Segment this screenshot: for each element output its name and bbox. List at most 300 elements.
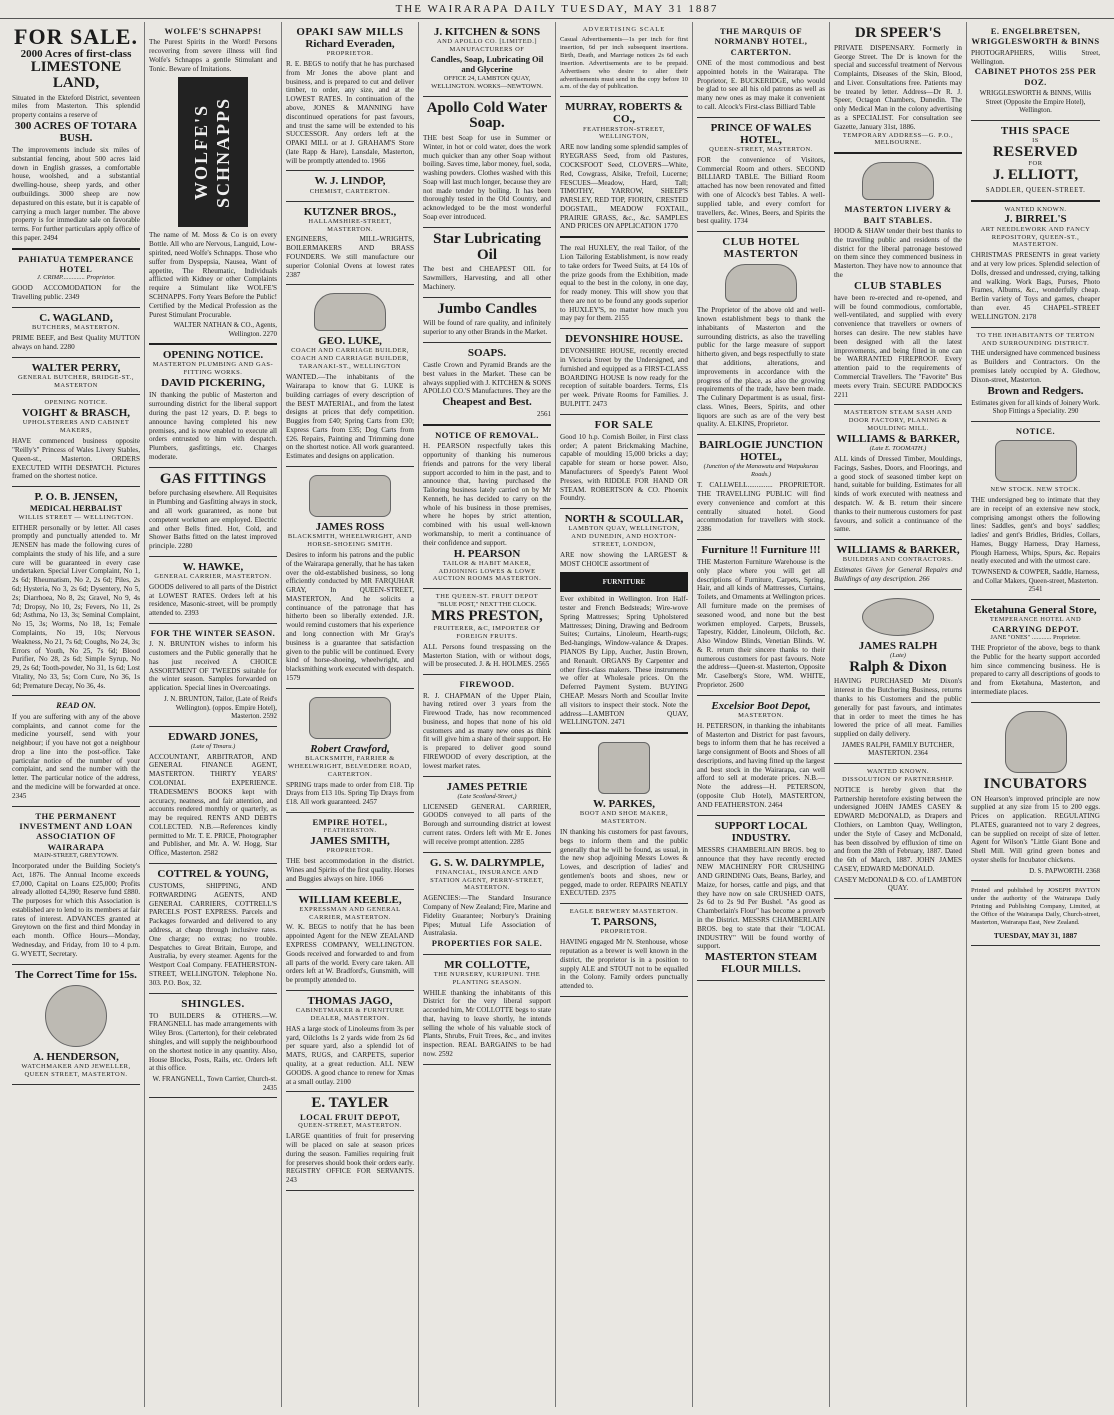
imprint xyxy=(971,881,1100,946)
ad-subhead: PROPRIETOR. xyxy=(600,928,648,936)
ad-body: THE undersigned beg to intimate that they are in receipt of an extensive new stock, comprising amongst others the following lines: Saddles, gent's and boys' saddles; ladies' and gent's Bridles, Bridles, Collars, Hames, Buggy Harness, Dray Harness, Plough Harness, Whips, Spurs, &c. Repairs neatly executed and with the utmost care. xyxy=(971,496,1100,566)
ad-subhead: UPHOLSTERERS AND CABINET MAKERS, xyxy=(22,419,130,435)
ad-excelsior-boot xyxy=(697,696,825,816)
ad-body: DEVONSHIRE HOUSE, recently erected in Victoria Street by the Undersigned, and furnished and equipped as a FIRST-CLASS BOARDING HOUSE Is now ready for the reception of suitable boarders. Terms, £1s per week. Private Rooms for Families. J. BULPITT. 2473 xyxy=(560,347,688,409)
ad-support-local-industry xyxy=(697,816,825,982)
ad-body: GOODS delivered to all parts of the District at LOWEST RATES. Orders left at his residence, Masonic-street, will be promptly attended to. 2393 xyxy=(149,582,277,618)
ad-body: CHRISTMAS PRESENTS in great variety and at very low prices. Splendid selection of Dolls, dressed and undressed, crying, talking and walking. Work Bags, Purses, Photo Frames, Albums, &c., wonderfully cheap. Berlin variety of Toys and games, cheaper than ever. 45 CHAPEL-STREET WELLINGTON. 2178 xyxy=(971,251,1100,321)
ad-headline: ADVERTISING SCALE xyxy=(582,26,666,33)
ad-subhead: CHEMIST, CARTERTON. xyxy=(309,187,391,195)
newspaper-page xyxy=(8,22,1106,1407)
ad-wolfes-schnapps xyxy=(149,22,277,345)
ad-headline: THIS SPACE xyxy=(1000,124,1071,137)
ad-subhead: J. CRIMP.............. Proprietor. xyxy=(37,274,115,282)
ad-subhead: (Late E. TOOMATH.) xyxy=(869,445,927,453)
ad-headline: DR SPEER'S xyxy=(854,25,942,41)
ad-headline: W. PARKES, xyxy=(592,798,656,811)
ad-eketahuna-store xyxy=(971,600,1100,703)
ad-headline: W. HAWKE, xyxy=(182,560,244,573)
ad-subhead: THE NURSERY, KURIPUNI. THE PLANTING SEASON. xyxy=(433,970,541,986)
ad-headline: EMPIRE HOTEL, xyxy=(312,816,388,827)
ad-club-hotel xyxy=(697,232,825,435)
ad-gas-fittings xyxy=(149,468,277,557)
ad-body: HAVE commenced business opposite "Reilly's" Princess of Wales Livery Stables, Queen-st., Masterton. ORDERS EXECUTED WITH DESPATCH. Pictures framed on the shortest notice. xyxy=(12,437,140,481)
ad-subhead: BLACKSMITH, WHEELWRIGHT, AND HORSE-SHOEING SMITH. xyxy=(287,533,413,549)
ad-body: THE undersigned have commenced business as Builders and Contractors. On the premises lately occupied by A. Gledhow, Dixon-street, Masterton. xyxy=(971,349,1100,384)
ad-wagland xyxy=(12,308,140,358)
ad-subhead: EXPRESSMAN AND GENERAL CARRIER, MASTERTON. xyxy=(299,905,401,921)
ad-headline: FOR THE WINTER SEASON. xyxy=(150,628,276,638)
ad-body: R. E. BEGS to notify that he has purchased from Mr Jones the above plant and business, and is prepared to cut and deliver timber, to order, any size, and at the LOWEST RATES. In continuation of the above, JONES & MANNING have discontinued operations for past favours, and trust the same will be extended to his SUCCESSOR. Any orders left at the OPAKI MILL or at J. GRAHAM'S Store (late Rapp & Hare), Lansdale, Masterton, will be promptly attended to. 1966 xyxy=(286,60,414,165)
ad-body: Desires to inform his patrons and the public of the Wairarapa generally, that he has taken over the old-established business, so long efficiently conducted by MR FARQUHAR GRAY, In QUEEN-STREET, MASTERTON, And he solicits a continuance of the patronage that has hitherto been so liberally extended. J.R. would remind customers that his experience and long connection with Mr Gray's business is a guarantee that satisfaction given to the public will be continued. Every kind of horse-shoeing, wheelwright, and blacksmithing work executed with despatch. 1579 xyxy=(286,550,414,682)
ad-body-2: have been re-erected and re-opened, and will be found commodious, comfortable, well-ventilated, and supplied with every convenience that travellers or owners of horses can desire. The new stables have been designed with all the latest improvements, and being fitted in one can be WARRANTED FIREPROOF. Every attention paid to the requirements of Commercial Travellers. The "Favorite" Bus meets every Train. SECURE PADDOCKS 2211 xyxy=(834,293,962,399)
ad-hawke-carrier xyxy=(149,557,277,624)
ad-body: ON Hearson's improved principle are now supplied at any size from 15 to 200 eggs. Prices on application. REGULATING PLATES, guaranteed not to vary 2 degrees, can be supplied on receipt of size of letter. Agent for Wilson's "Little Giant Bone and Shell Mill. Will grind green bones and oyster shells for Incubator chickens. xyxy=(971,794,1100,865)
ad-body: Estimates Given for General Repairs and Buildings of any description. 266 xyxy=(834,566,962,583)
ad-body: ARE now showing the LARGEST & MOST CHOICE assortment of xyxy=(560,551,688,568)
ad-subhead: GENERAL BUTCHER, BRIDGE-ST., MASTERTON xyxy=(17,373,134,389)
ad-body: Situated in the Ekteford District, seventeen miles from Masterton. This splendid property contains a reserve of xyxy=(12,93,140,120)
ad-headline: WOLFE'S SCHNAPPS! xyxy=(164,26,262,36)
ad-body: LARGE quantities of fruit for preserving will be placed on sale at season prices during the season. Families requiring fruit for preserves should book their orders early. REGISTRY OFFICE FOR SERVANTS. 243 xyxy=(286,1132,414,1185)
ad-headline-2: H. PEARSON xyxy=(453,547,521,560)
ad-opaki-saw-mills xyxy=(286,22,414,171)
ad-huxley-tailor xyxy=(560,238,688,329)
ad-headline: C. WAGLAND, xyxy=(39,311,113,324)
ad-body: ACCOUNTANT, ARBITRATOR, AND GENERAL FINANCE AGENT, MASTERTON. THIRTY YEARS' COLONIAL EXPERIENCE. TRADESMEN'S BOOKS kept with accuracy, neatness, and fair attention, and accounts rendered monthly or quarterly, as may be required. RENTS AND DEBTS COLLECTED. N.B.—References kindly permitted to Mr. T. E. PRICE, Photographer and Publisher, and Mr. A. W. Hogg, Star Office, Masterton. 2582 xyxy=(149,752,277,858)
ad-new-stock-notice xyxy=(971,422,1100,600)
ad-subhead: ART NEEDLEWORK AND FANCY REPOSITORY, QUEEN-ST., MASTERTON. xyxy=(980,225,1091,249)
ad-signature: WALTER NATHAN & CO., Agents, Wellington. 2270 xyxy=(173,321,277,338)
ad-headline-2: CLUB STABLES xyxy=(853,279,943,292)
ad-headline: FIREWOOD. xyxy=(459,679,515,690)
ad-empire-hotel xyxy=(286,813,414,890)
ad-headline-2: T. PARSONS, xyxy=(591,916,657,929)
ad-signature: WRIGGLESWORTH & BINNS, Willis Street (Opposite the Empire Hotel), Wellington. xyxy=(979,89,1092,115)
ad-jensen-herbalist xyxy=(12,487,140,696)
ad-headline: W. J. LINDOP, xyxy=(314,175,386,188)
column-8 xyxy=(967,22,1104,1407)
ad-jumbo-candles xyxy=(423,298,551,343)
ad-headline: INCUBATORS xyxy=(983,775,1088,792)
ad-body: J. N. BRUNTON wishes to inform his customers and the Public generally that he has just received A CHOICE ASSORTMENT OF TWEEDS suitable for the winter season. Samples forwarded on application. Special lines in Overcoatings. xyxy=(149,640,277,693)
ad-subhead: DISSOLUTION OF PARTNERSHIP. xyxy=(842,775,954,783)
ad-headline-2: Ralph & Dixon xyxy=(849,658,947,675)
ad-signature: D. S. PAPWORTH. 2368 xyxy=(1029,866,1100,875)
ad-headline: P. O. B. JENSEN, xyxy=(34,491,118,504)
buggy-illustration-icon xyxy=(862,162,934,200)
carriage-illustration-icon xyxy=(314,293,386,331)
ad-subhead: PROPRIETOR. xyxy=(326,50,374,58)
ad-headline-2: DAVID PICKERING, xyxy=(161,377,265,390)
ad-body: NOTICE is hereby given that the Partnership heretofore existing between the undersigned JOHN JAMES CASEY & EDWARD McDONALD, as Drapers and Clothiers, on Lambton Quay, Wellington, under the Style of Casey and McDonald, has been dissolved by effluxion of time on and from the 28th of February, 1887. Dated the 6th of March, 1887. JOHN JAMES CASEY, EDWARD McDONALD. xyxy=(834,785,962,873)
ad-headline: COTTREL & YOUNG, xyxy=(157,868,269,881)
ad-devonshire-house xyxy=(560,329,688,415)
ad-murray-roberts xyxy=(560,97,688,238)
ad-subhead: WILLIS STREET — WELLINGTON. xyxy=(18,513,134,521)
ad-body: OFFICE 24, LAMBTON QUAY, WELLINGTON. WORKS—NEWTOWN. xyxy=(431,74,543,90)
ad-subhead: LAMBTON QUAY, WELLINGTON, AND DUNEDIN, AND HOXTON-STREET, LONDON, xyxy=(568,525,680,549)
ad-subhead: The Purest Spirits in the Word! Persons recovering from severe illness will find Wolfe's Schnapps a gentle Stimulant and Tonic. Beware of Imitations. xyxy=(149,38,277,73)
ad-subhead: FEATHERSTON-STREET, WELLINGTON, xyxy=(582,125,666,141)
newspaper-masthead: THE WAIRARAPA DAILY TUESDAY, MAY 31 1887 xyxy=(0,0,1114,19)
column-2 xyxy=(145,22,282,1407)
ad-headline: TO THE INHABITANTS OF TERTON AND SURROUNDING DISTRICT. xyxy=(976,331,1095,347)
ad-subhead: WATCHMAKER AND JEWELLER, QUEEN STREET, MASTERTON. xyxy=(21,1062,131,1078)
ad-headline: WANTED KNOWN. xyxy=(866,767,930,775)
ad-headline: JAMES ROSS xyxy=(315,521,385,534)
ad-for-sale xyxy=(12,22,140,250)
ad-subhead-2: PROPRIETOR. xyxy=(326,847,374,855)
ad-edward-jones xyxy=(149,727,277,864)
ad-walter-perry xyxy=(12,358,140,396)
imprint-text: Printed and published by JOSEPH PAYTON under the authority of the Wairarapa Daily Printing and Publishing Company, Limited, at the Office of the Wairarapa Daily, Church-street, Masterton, Wairarapa East, New Zealand. xyxy=(971,887,1100,927)
ad-headline: MASTERTON STEAM SASH AND DOOR FACTORY, PLANING & MOULDING MILL. xyxy=(843,409,953,433)
ad-body: H. PETERSON, in thanking the inhabitants of Masterton and District for past favours, begs to inform them that he has received a large consignment of Boots and Shoes of all descriptions, and having fitted up the largest and best stock in the Wairarapa, can well afford to sell at moderate prices. N.B.—Note the address—H. PETERSON, (opposite Club Hotel), MASTERTON, AND FEATHERSTON. 2464 xyxy=(697,721,825,809)
ad-signature: J. N. BRUNTON, Tailor, (Late of Reid's Wellington). (oppos. Empire Hotel), Masterton. 2592 xyxy=(164,695,277,721)
ad-soaps xyxy=(423,343,551,426)
ad-body: Castle Crown and Pyramid Brands are the best values in the Market. These can be always supplied with J. KITCHEN & SONS APOLLO CO.'S Manufactures. They are the xyxy=(423,361,551,396)
ad-subhead: TEMPORARY ADDRESS—G. P.O., MELBOURNE. xyxy=(842,131,954,147)
ad-thomas-jago xyxy=(286,991,414,1092)
ad-headline: PRINCE OF WALES HOTEL, xyxy=(710,121,812,146)
ad-williams-barker-builders xyxy=(834,540,962,590)
ad-james-ralph xyxy=(834,590,962,764)
ad-body-2: The improvements include six miles of substantial fencing, about 500 acres laid down in English grasses, a comfortable house, woolshed, and a substantial dwelling-house, sheep yards, and other outbuildings. 3000 sheep are now depastured on this estate, but it is capable of carrying a much larger number. The above property is for immediate sale on favorable terms. For further particulars apply office of this paper. 2494 xyxy=(12,146,140,242)
ad-headline: OPAKI SAW MILLS xyxy=(296,26,404,38)
carriage-illustration-icon xyxy=(725,264,797,302)
ad-body: CUSTOMS, SHIPPING, AND FORWARDING AGENTS, AND GENERAL CARRIERS, COTTRELL'S PARCELS POST EXPRESS. Parcels and Packages forwarded and delivered to any address, at cheap through inclusive rates. One charge; no extras; no trouble. Despatches to Great Britain, Europe, and Australia, by every steamer. Agents for the Westport Coal Company. FEATHERSTON-STREET, WELLINGTON. Telephone No. 303. P.O. Box, 32. xyxy=(149,882,277,987)
ad-sash-door-factory xyxy=(834,405,962,540)
ad-subhead: 2000 Acres of first-class xyxy=(20,48,132,60)
ad-body: THE best Soap for use in Summer or Winter, in hot or cold water, does the work much quicker than any other Soap without boiling. Saves time, labor money, fuel, soda, washing powders. Clothes washed with this Soap will last much longer, because they are not made tender by boiling. It has been thoroughly tested in the Old Country, and acknowledged to be the most wonderful Soap ever introduced. xyxy=(423,134,551,222)
ad-headline: J. KITCHEN & SONS xyxy=(433,26,541,38)
ad-headline: SUPPORT LOCAL INDUSTRY. xyxy=(714,819,808,844)
column-6 xyxy=(693,22,830,1407)
horse-and-cart-illustration-icon xyxy=(309,697,391,739)
ad-body: HAVING PURCHASED Mr Dixon's interest in the Butchering Business, returns thanks to his Customers and the public generally for past favours, and intimates that in order to meet the times he has lowered the price of all meat. Families supplied on daily delivery. xyxy=(834,677,962,739)
ad-signature: W. FRANGNELL, Town Carrier, Church-st. 2435 xyxy=(152,1075,277,1092)
ad-headline: WANTED KNOWN. xyxy=(1004,205,1067,213)
ad-firewood xyxy=(423,675,551,776)
ad-incubators xyxy=(971,703,1100,882)
ad-lindop-chemist xyxy=(286,171,414,201)
ad-body: Good 10 h.p. Cornish Boiler, in First class order; A patent Brickmaking Machine, capable of moulding 15,000 bricks a day; capable for steam or horse power. Also, Manufacturers of Speedy's Patent Wool Presses, with RIDDLE FOR HAND OR STEAM. ROBERTSON & CO. Phoenix Foundry. xyxy=(560,432,688,503)
ad-headline: KUTZNER BROS., xyxy=(303,205,397,218)
ad-headline: E. TAYLER xyxy=(311,1095,389,1112)
ad-headline: MURRAY, ROBERTS & CO., xyxy=(565,101,683,126)
ad-body: GOOD ACCOMODATION for the Travelling public. 2349 xyxy=(12,284,140,302)
ad-headline: READ ON. xyxy=(56,700,96,711)
ad-signature: TOWNSEND & COWPER, Saddle, Harness, and Collar Makers, Queen-street, Masterton. 2541 xyxy=(971,568,1100,594)
ad-highlight-banner: FURNITURE xyxy=(560,572,688,593)
ad-subhead: BUTCHERS, MASTERTON. xyxy=(31,324,121,332)
ad-body: LICENSED GENERAL CARRIER, GOODS conveyed to all parts of the Borough and surrounding district at lowest current rates. Orders left with Mr E. Jones will receive prompt attention. 2285 xyxy=(423,802,551,846)
ad-for-sale-boiler xyxy=(560,415,688,509)
ad-reserved-space xyxy=(971,121,1100,202)
ad-headline: E. ENGELBRETSEN, xyxy=(990,26,1081,36)
ad-headline-2: RESERVED xyxy=(992,143,1079,160)
ad-dr-speers xyxy=(834,22,962,154)
ad-body: ARE now landing some splendid samples of RYEGRASS Seed, from old Pastures, COCKSFOOT Seed, CLOVERS—White, Red, Cowgrass, Alsike, Trefoil, Lucerne; FESCUES—Meadow, Hard, Tall; TIMOTHY, YARROW, SHEEP'S PARSLEY, RED TOP, FIORIN, CRESTED DOGSTAIL, MEADOW FOXTAIL, PRAIRIE GRASS, &c., &c. SAMPLES AND PRICES ON APPLICATION 1770 xyxy=(560,143,688,231)
ad-signature: JAMES RALPH, FAMILY BUTCHER, MASTERTON. 2364 xyxy=(842,740,954,758)
horse-illustration-icon xyxy=(995,440,1077,482)
column-3 xyxy=(282,22,419,1407)
ad-headline-2: J. BIRREL'S xyxy=(1004,213,1067,226)
ad-body: FOR the convenience of Visitors, Commercial Room and others. SECOND BILLIARD TABLE. The Billiard Room attached has now been renovated and fitted with one of Alcock's best Tables. A well-supplied table, and every comfort for travellers, &c. Wines, Beers, and Spirits the best quality. 1734 xyxy=(697,155,825,226)
ad-subhead: BLACKSMITH, FARRIER & WHEELWRIGHT, BELVEDERE ROAD, CARTERTON. xyxy=(287,754,412,778)
ad-headline: WILLIAMS & BARKER, xyxy=(836,544,960,557)
ad-headline-2: JAMES SMITH, xyxy=(310,835,390,848)
ad-headline: OPENING NOTICE. xyxy=(44,399,108,407)
ad-headline-2: MRS PRESTON, xyxy=(431,608,543,625)
column-1 xyxy=(8,22,145,1407)
rooster-illustration-icon xyxy=(1005,711,1067,773)
ad-subhead: FEATHERSTON. xyxy=(323,827,377,835)
ad-headline: WILLIAM KEEBLE, xyxy=(298,893,402,906)
ad-body: AGENCIES:—The Standard Insurance Company of New Zealand; Fire, Marine and Fidelity Guarantee; Norbury's Draining Pipes; Mutual Life Association of Australasia. xyxy=(423,894,551,938)
ad-subhead: COACH AND CARRIAGE BUILDER, COACH AND CARRIAGE BUILDER, TARANAKI-ST., WELLINGTON xyxy=(291,347,409,371)
ad-subhead: (Junction of the Manawatu and Waipukurau Roads.) xyxy=(703,463,819,479)
ad-headline: G. S. W. DALRYMPLE, xyxy=(429,856,545,869)
ad-body: WANTED.—The inhabitants of the Wairarapa to know that G. LUKE is building carriages of every description of the BEST MATERIAL, and from the latest designs at prices that defy competition. Buggies from £40; Spring Carts from £30; Express Carts from £35; Dog Carts from £26. Repairs, Painting and Trimming done on the shortest notice. All work guaranteed. Estimates and designs on application. xyxy=(286,373,414,461)
ad-dalrymple xyxy=(423,853,551,955)
ad-headline-2: PROPERTIES FOR SALE. xyxy=(431,938,543,949)
column-5 xyxy=(556,22,693,1407)
schnapps-bottle-label-image: WOLFE'S SCHNAPPS xyxy=(178,77,248,227)
ad-headline: Robert Crawford, xyxy=(310,742,390,755)
ad-apollo-soap xyxy=(423,97,551,228)
ad-star-oil xyxy=(423,228,551,298)
ad-subhead: MASTERTON PLUMBING AND GAS-FITTING WORKS. xyxy=(152,361,274,377)
ad-signature: 2561 xyxy=(537,410,551,419)
ad-subhead: AND APOLLO CO. [LIMITED.] MANUFACTURERS OF xyxy=(436,38,538,54)
ad-subhead: GENERAL CARRIER, MASTERTON. xyxy=(154,572,272,580)
ad-pickering-plumbing xyxy=(149,345,277,467)
ad-headline: Apollo Cold Water Soap. xyxy=(426,99,548,132)
ad-body: THE Proprietor of the above, begs to thank the Public for the hearty support accorded him since commencing business. He is prepared to carry all descriptions of goods to and from Eketahuna, Masterton, and intermediate places. xyxy=(971,644,1100,697)
ad-kutzner-bros xyxy=(286,202,414,286)
ad-masterton-livery xyxy=(834,154,962,405)
ad-body: T. CALLWELL.............. PROPRIETOR. THE TRAVELLING PUBLIC will find every convenience and comfort at this centrally situated hotel. Good accommodation for travellers with stock. 2386 xyxy=(697,481,825,534)
ad-body: Casual Advertisements—1s per inch for first insertion, 6d per inch subsequent insertions. Birth, Death, and Marriage notices 2s 6d each insertion. Advertisements are to be prepaid. Advertisers who desire to alter their advertisements must send in the copy before 10 a.m. of the day of publication. xyxy=(560,35,688,91)
ad-headline: NORTH & SCOULLAR, xyxy=(564,513,684,526)
ad-headline: SOAPS. xyxy=(467,346,507,359)
ad-body: PRIME BEEF, and Best Quality MUTTON always on hand. 2280 xyxy=(12,333,140,351)
ad-subhead: FINANCIAL, INSURANCE AND STATION AGENT, PERRY-STREET, MASTERTON. xyxy=(430,868,544,892)
ad-headline: WALTER PERRY, xyxy=(31,361,121,374)
ad-subhead-2: JANE "ONES" ............ Proprietor. xyxy=(990,634,1081,642)
ad-headline: JAMES RALPH xyxy=(858,639,938,652)
ad-advertising-scale xyxy=(560,22,688,97)
ad-body: R. J. CHAPMAN of the Upper Plain, having retired over 3 years from the Firewood Trade, has now recommenced business, and hopes that none of his old customers and as many new ones as think fit will give him a share of their support. He is prepared to deliver good sound FIREWOOD of every description, at the lowest market rates. xyxy=(423,691,551,770)
ad-headline: THOMAS JAGO, xyxy=(307,994,393,1007)
ad-body: ALL Persons found trespassing on the Masterton Station, with or without dogs, will be prosecuted. J. & H. HOLMES. 2565 xyxy=(423,642,551,669)
ad-headline: Eketahuna General Store, xyxy=(974,603,1097,616)
ad-body: TO BUILDERS & OTHERS.—W. FRANGNELL has made arrangements with Wiley Bros. (Carterton), for their celebrated shingles, and will supply the neighbourhood on the shortest notice in any quantity. Also, House Blocks, Posts, Rails, etc. Orders left at this office. xyxy=(149,1011,277,1073)
ad-headline-2: LOCAL FRUIT DEPOT, xyxy=(299,1112,401,1123)
ad-headline-2: A. HENDERSON, xyxy=(33,1050,119,1063)
ad-body: IN thanking the public of Masterton and surrounding district for the liberal support during the past 12 years, D. P. begs to announce having completed his new premises, and is now enabled to execute all orders entrusted to him with despatch. Plumbers, gasfittings, etc. Charges moderate. xyxy=(149,391,277,461)
ad-headline-3: 300 ACRES OF TOTARA BUSH. xyxy=(14,119,138,145)
ad-subhead: NEW STOCK. NEW STOCK. xyxy=(990,486,1081,494)
ad-body: SPRING traps made to order from £18. Tip Drays from £13 10s. Spring Tip Drays from £18. All work guaranteed. 2457 xyxy=(286,780,414,807)
ad-headline: SHINGLES. xyxy=(181,997,245,1010)
ad-furniture xyxy=(697,540,825,696)
ad-body: HAVING engaged Mr N. Stenhouse, whose reputation as a brewer is well known in the district, the proprietor is in a position to supply ALE and STOUT not to be equalled in the Colony. Family orders punctually attended to. xyxy=(560,938,688,991)
ad-body: H. PEARSON respectfully takes this opportunity of thanking his numerous friends and patrons for the very liberal support accorded to him in the past, and to announce that, having purchased the Tailoring business lately carried on by Mr Kenneth, he has decided to carry on the whole of his business in those premises, where he hopes by strict attention, combined with his usual well-known workmanship, to merit a continuance of their confidence and support. xyxy=(423,442,551,547)
ad-dissolution-partnership xyxy=(834,764,962,899)
ad-body: ONE of the most commodious and best appointed hotels in the Wairarapa. The Proprietor, E. BUCKERIDGE, who would be glad to see all his old patrons as well as many new ones as may make it convenient to call. Alcock's First-class Billiard Table xyxy=(697,59,825,111)
ad-e-tayler xyxy=(286,1092,414,1191)
ad-subhead: BUILDERS AND CONTRACTORS. xyxy=(842,556,954,564)
ad-shingles xyxy=(149,994,277,1099)
ad-james-petrie xyxy=(423,777,551,853)
ad-body: EITHER personally or by letter. All cases promptly and punctually attended to. Mr JENSEN has made the following cures of complaints the study of his life, and a sure cure will be guaranteed in every case undertaken. Special Liver Complaint, No 1, 2s 6d; Rheumatism, No 2, 2s 6d; Piles, 2s 6d; Hysteria, No 3, 2s 6d; Dysentery, No 5, 2s; Diarrhoea, No 8, 2s; Gravel, No 9, 4s 7d; Dropsy, No 10, 2s; Fevers, No 11, 2s 6d; Asthma, No 13, 3s; Seminal Complaint, No 15, 3s; Worms, No 18, 1s; Female Complaints, No 19, 10s; Nervous Weakness, No 21, 7s 6d; Coughs, No 24, 3s; Errors of Youth, No 25, 7s 6d; Blood Purifier, No 28, 2s 6d; Simple Syrup, No 29, 2s 6d; Tooth-powder, No 31, 1s 6d; Lost Vitality, No 33, 5s; Corn Cure, No 36, 1s 6d; Premature Decay, No 36, 4s. xyxy=(12,523,140,690)
ad-body: WHILE thanking the inhabitants of this District for the very liberal support accorded him, Mr COLLOTTE begs to state that, having to leave shortly, he intends selling the whole of his valuable stock of Plants, Shrubs, Fruit Trees, &c., and invites inspection. REAL BARGAINS to be had now. 2592 xyxy=(423,988,551,1059)
ad-kitchen-sons xyxy=(423,22,551,97)
ad-subhead-2: FRUITERER, &C, IMPORTER OF FOREIGN FRUITS. xyxy=(433,625,541,640)
ad-signature: CASEY McDONALD & CO. of LAMBTON QUAY. xyxy=(834,875,962,893)
ad-subhead: IS xyxy=(1032,136,1039,144)
ad-body: The Proprietor of the above old and well-known establishment begs to thank the inhabitants of Masterton and the surrounding districts, as also the travelling public for the large measure of support hitherto given, and begs respectfully to state that additions, alterations, and improvements in accordance with the progress of the place, as also the growing requirements of the trade, have been made. The Culinary Department is as usual, first-class. Wines, Beers, Spirits, and other liquors are such as are of the very best quality. A. ELKINS, Proprietor. xyxy=(697,306,825,429)
ad-signature: SADDLER, QUEEN-STREET. xyxy=(985,186,1086,195)
ad-headline: Star Lubricating Oil xyxy=(433,230,541,263)
ad-subhead: (Late of Timaru.) xyxy=(190,742,236,750)
ad-subhead: MASTERTON. xyxy=(738,711,784,719)
ad-body: The real HUXLEY, the real Tailor, of the Lion Tailoring Establishment, is now ready to take orders for Tweed Suits, at £4 10s of the prize goods from the Exhibition, made equal to the best in the colony, in one day, for ready money. This will show you that there are not to be found any goods superior to HUXLEY'S, no matter how much you may pay for them. 2155 xyxy=(560,244,688,323)
ad-body: MESSRS CHAMBERLAIN BROS. beg to announce that they have recently erected NEW MACHINERY FOR CRUSHING AND GRINDING Oats, Beans, Barley, and Maize, for horses, cattle and pigs, and that they have now on sale CRUSHED OATS, 2s 6d to 2s 9d Per Bushel. "As good as Chamberlain's Flour" has become a proverb in the District. MESSRS CHAMBERLAIN BROS. beg to state that their "LOCAL INDUSTRY" Will be found worthy of support. xyxy=(697,845,825,951)
ad-wrigglesworth-binns xyxy=(971,22,1100,121)
ad-prince-of-wales-hotel xyxy=(697,118,825,232)
ad-robert-crawford xyxy=(286,689,414,813)
ad-mr-collotte xyxy=(423,955,551,1065)
ad-body: ENGINEERS, MILL-WRIGHTS, BOILERMAKERS AND BRASS FOUNDERS. We still manufacture our superior Colonial Ovens at lowest rates 2387 xyxy=(286,235,414,279)
horse-illustration-icon xyxy=(309,475,391,517)
ad-body: Will be found of rare quality, and infinitely superior to any other Brands in the Market. xyxy=(423,319,551,337)
ad-headline: Furniture !! Furniture !!! xyxy=(701,543,821,556)
ad-headline-2: CABINET PHOTOS 25S PER DOZ. xyxy=(974,66,1097,87)
ad-body: before purchasing elsewhere. All Requisites in Plumbing and Gasfitting always in stock, and all work guaranteed, as none but competent workmen are employed. Electric and other Bells fitted. Hot, Cold, and Shower Baths fitted on the latest improved principle. 2280 xyxy=(149,489,277,551)
ad-headline-2: MASTERTON STEAM FLOUR MILLS. xyxy=(704,951,818,976)
ad-subhead: QUEEN-STREET, MASTERTON. xyxy=(709,145,813,153)
ad-headline: THE QUEEN-ST. FRUIT DEPOT xyxy=(435,593,539,601)
ad-body: The best and CHEAPEST OIL for Sawmillers, Harvesting, and all other Machinery. xyxy=(423,265,551,291)
ad-body-2: Ever exhibited in Wellington. Iron Half-tester and French Bedsteads; Wire-wove Spring Mattresses; Spring Upholstered Mattresses; Dining, Drawing and Bedroom Suites; Curtains, Linoleum, Hearth-rugs; Bed-hangings, Window-valance & Drapes. PIANOS By Lipp, Aucher, Justin Brown, and Renault. ORGANS By Carpenter and other first-class makers. These instruments we offer at Wholesale prices. On the Deferred Payment System. BUYING CHEAP. Messrs North and Scoullar Invite all visitors to inspect their stock. Note the address—LAMBTON QUAY, WELLINGTON. 2471 xyxy=(560,595,688,727)
ad-headline: THE PERMANENT INVESTMENT AND LOAN ASSOCIATION OF WAIRARAPA xyxy=(19,810,133,852)
ad-headline: THE MARQUIS OF NORMANBY HOTEL, CARTERTON. xyxy=(714,26,808,57)
ad-headline: DEVONSHIRE HOUSE. xyxy=(565,333,683,346)
ad-subhead: TAILOR & HABIT MAKER, ADJOINING LOWES & LOWE AUCTION ROOMS MASTERTON. xyxy=(432,559,542,583)
ad-headline: OPENING NOTICE. xyxy=(162,349,264,362)
ad-subhead: CABINETMAKER & FURNITURE DEALER, MASTERTON. xyxy=(295,1007,405,1022)
column-7 xyxy=(830,22,967,1407)
column-4 xyxy=(419,22,556,1407)
ad-preston-fruiterer xyxy=(423,589,551,675)
ad-eagle-brewery xyxy=(560,904,688,997)
ad-headline-3: J. ELLIOTT, xyxy=(992,167,1079,184)
boot-illustration-icon xyxy=(598,742,650,794)
ad-headline-2: CARRYING DEPOT. xyxy=(992,623,1079,634)
ad-permanent-investment xyxy=(12,807,140,965)
ad-headline-2: Brown and Redgers. xyxy=(987,384,1084,397)
ad-headline: EDWARD JONES, xyxy=(168,730,258,743)
ad-headline-2: Candles, Soap, Lubricating Oil and Glycerine xyxy=(430,53,544,75)
ad-subhead: (Late) xyxy=(890,651,906,659)
ad-headline: GEO. LUKE, xyxy=(318,335,382,348)
ad-subhead: WRIGGLESWORTH & BINNS xyxy=(971,36,1100,47)
ad-subhead: MAIN-STREET, GREYTOWN. xyxy=(33,852,119,860)
ad-signature: Estimates given for all kinds of Joinery Work. Shop Fittings a Speciality. 290 xyxy=(971,398,1100,416)
ad-headline: EAGLE BREWERY MASTERTON. xyxy=(569,908,679,916)
ad-birrels-repository xyxy=(971,202,1100,328)
ad-henderson-watches xyxy=(12,965,140,1085)
ad-subhead: QUEEN-STREET, MASTERTON. xyxy=(298,1122,402,1130)
ad-subhead: "BLUE POST," NEXT THE CLOCK. xyxy=(437,601,537,609)
ad-subhead: HALLAMSHIRE-STREET, MASTERTON. xyxy=(308,217,392,233)
ad-subhead: TEMPERANCE HOTEL AND xyxy=(989,615,1082,623)
ad-headline: GAS FITTINGS xyxy=(159,470,267,487)
ad-headline: PAHIATUA TEMPERANCE HOTEL xyxy=(18,253,134,275)
ad-headline-2: LIMESTONE LAND, xyxy=(30,59,122,91)
ad-cottrel-young xyxy=(149,864,277,993)
ad-body: ALL kinds of Dressed Timber, Mouldings, Facings, Sashes, Doors, and Floorings, and a good stock of seasoned timber kept on hand, suitable for building. Estimates for all kinds of work executed with neatness and despatch. W. & B. return their sincere thanks to their numerous customers for past favours, and solicit a continuance of the same. xyxy=(834,455,962,534)
ad-pearson-removal xyxy=(423,426,551,590)
ad-headline: JAMES PETRIE xyxy=(446,780,528,793)
ad-headline: MR COLLOTTE, xyxy=(444,958,530,971)
ad-body: Incorporated under the Building Society's Act, 1876. The Annual Income exceeds £7,000, Capital on Loans £25,000; Profits already allotted £4,390; Reserve fund £880. The purposes for which this Association is established are to lend to its members at fair rates of interest. ADVANCES granted at Greytown on the first and third Monday in each month. Office Hours—Monday, Wednesday, and Friday, from 10 to 4 p.m. G. WYETT, Secretary. xyxy=(12,861,140,958)
ad-geo-luke xyxy=(286,285,414,467)
ad-headline: NOTICE OF REMOVAL. xyxy=(435,429,539,440)
ad-headline: CLUB HOTEL MASTERTON xyxy=(722,236,800,261)
ad-headline: MASTERTON LIVERY & BAIT STABLES. xyxy=(844,204,952,225)
ad-headline-2: WILLIAMS & BARKER, xyxy=(836,433,960,446)
ad-subhead: (Late Scotland-Street,) xyxy=(457,792,517,800)
ad-william-keeble xyxy=(286,890,414,991)
ad-body: THE best accommodation in the district. Wines and Spirits of the first quality. Horses and Buggies always on hire. 1066 xyxy=(286,857,414,883)
ad-w-parkes xyxy=(560,734,688,904)
pocket-watch-icon xyxy=(45,985,107,1047)
ad-body: W. K. BEGS to notify that he has been appointed Agent for the NEW ZEALAND EXPRESS COMPANY, WELLINGTON. Goods received and forwarded to and from all parts of the world. Every care taken. All orders left at W. Bradford's, Gunsmith, will be promptly attended to. xyxy=(286,923,414,985)
imprint-date: TUESDAY, MAY 31, 1887 xyxy=(993,930,1078,940)
ad-subhead: BOOT AND SHOE MAKER, MASTERTON. xyxy=(579,810,669,826)
ad-headline: NOTICE. xyxy=(1015,425,1056,436)
ad-headline-2: VOIGHT & BRASCH, xyxy=(21,407,131,420)
ad-headline: Jumbo Candles xyxy=(437,300,537,317)
ad-headline: Excelsior Boot Depot, xyxy=(711,699,811,712)
ad-north-scoullar xyxy=(560,509,688,734)
ad-body: PRIVATE DISPENSARY. Formerly in George Street. The Dr is known for the special and successful treatment of Nervous Complaints, Diseases of the Skin, Blood, and Liver. Consultations free. Patients may be treated by letter. Address—Dr R. J. Speer, Octagon Chambers, Dunedin. The only Medical Man in the colony advertising as a SPECIALIST. For consultation see Gazette, January 31st, 1886. xyxy=(834,43,962,131)
ad-marquis-normanby xyxy=(697,22,825,118)
ad-headline-2: Richard Everaden, xyxy=(305,38,395,51)
ad-body: HOOD & SHAW tender their best thanks to the travelling public and residents of the district for the liberal patronage bestowed on them since they commenced business in Masterton. They have now to announce that the xyxy=(834,227,962,280)
ad-body: PHOTOGRAPHERS, Willis Street, Wellington. xyxy=(971,48,1100,66)
ad-body: THE Masterton Furniture Warehouse is the only place where you will get all descriptions of Furniture, Carpets, Spring, Hair, and all kinds of Mattresses, Curtains, Toilets, and Ornaments at Wellington prices. All furniture made on the premises of seasoned wood, and none but the best workmen employed. Carpets, Brussels, Tapestry, Kidder, Linoleum, Oilcloth, &c. Also Window Blinds, Venetian Blinds. W. & R. return their sincere thanks to their numerous customers for past favours. Note the address—Queen-st. Masterton, Opposite Mr. Caselberg's Store, WM. WHITE, Proprietor. 2600 xyxy=(697,558,825,689)
pig-illustration-icon xyxy=(862,598,934,636)
ad-body: HAS a large stock of Linoleums from 3s per yard, Oilcloths 1s 2 yards wide from 2s 6d per square yard, also a splendid lot of MATS, RUGS, and CARPETS, superior quality, at a great reduction. ALL NEW GOODS. A good chance to renew for Xmas at a small outlay. 2100 xyxy=(286,1024,414,1086)
ad-bairlogie-hotel xyxy=(697,435,825,540)
ad-brunton-tailor xyxy=(149,624,277,727)
ad-pahiatua-hotel xyxy=(12,250,140,308)
ad-voight-brasch xyxy=(12,395,140,487)
ad-read-on xyxy=(12,696,140,806)
ad-subhead-2: FOR xyxy=(1028,160,1043,168)
ad-body: IN thanking his customers for past favours, begs to inform them and the public generally that he will be found, as usual, in the new shop adjoining Messrs Lowes & Lowes, and description of ladies' and gentlemen's boots and shoes, new or pegged, made to order. REPAIRS NEATLY EXECUTED. 2375 xyxy=(560,828,688,898)
ad-headline-2: Cheapest and Best. xyxy=(442,396,532,409)
ad-headline: The Correct Time for 15s. xyxy=(15,968,137,981)
ad-headline: FOR SALE. xyxy=(14,24,138,49)
ad-body: If you are suffering with any of the above complaints, and cannot come for the medicine yourself, send with your neighbour; if you have not got a neighbour drop a line into the post-office. Take particular notice of the number of your complaint, and send the number with the letter. The particular notice of the address, and the medicine will be forwarded at once. 2345 xyxy=(12,712,140,800)
